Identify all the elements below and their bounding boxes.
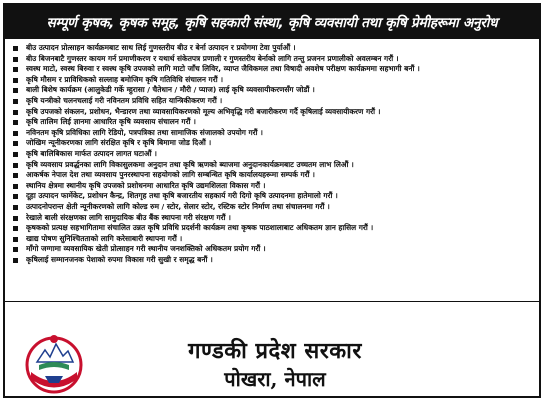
- list-item: नविनतम कृषि प्रविधिका लागि रेडियो, पत्रपत्रिका तथा सामाजिक संजालको उपयोग गरौं ।: [11, 128, 533, 139]
- list-item: माँगो जग्गामा व्यवसायिक खेती प्रोत्साहन गरी स्थानीय जनशक्तिको अधिकतम प्रयोग गरौं ।: [11, 244, 533, 255]
- issuing-office: गण्डकी प्रदेश सरकार: [188, 338, 362, 364]
- nepal-government-emblem-icon: [23, 332, 85, 394]
- appeal-list: [11, 43, 533, 299]
- list-item: कृषि बालिबिकास मार्फत उत्पादन लागत घटाऔं ।: [11, 149, 533, 160]
- square-bullet-icon: [13, 152, 18, 157]
- list-item: कृषिलाई सम्मानजनक पेशाको रुपमा विकास गरी सुखी र समृद्ध बनौं ।: [11, 255, 533, 266]
- list-item: उत्पादनोपरान्त क्षेती न्यूनीकरणको लागि कोल्ड रुम / स्टोर, सेलार स्टोर, रस्टिक स्टोर निर्माण तथा संचालनमा गरौं ।: [11, 202, 533, 213]
- square-bullet-icon: [13, 57, 18, 62]
- list-item: आकर्षक नेपाल देश तथा व्यवसाय पुनरस्थापना सहयोगको लागि सम्बन्धित कृषि कार्यालयहरूमा सम्पर्क गरौं ।: [11, 170, 533, 181]
- list-item: खाद्य पोषण सुनिश्चितताको लागि करेसाबारी स्थापना गरौं ।: [11, 234, 533, 245]
- square-bullet-icon: [13, 141, 18, 146]
- square-bullet-icon: [13, 237, 18, 242]
- list-item: कृषि मौसम र प्राविधिकको सल्लाह बमोजिम कृषि गतिविधि संचालन गरौं ।: [11, 75, 533, 86]
- list-item: बीउ उत्पादन प्रोत्साहन कार्यक्रमबाट साथ लिई गुणस्तरीय बीउ र बेर्ना उत्पादन र प्रयोगमा टेवा पुर्याऔं ।: [11, 43, 533, 54]
- square-bullet-icon: [13, 110, 18, 115]
- list-item: बाली बिशेष कार्यक्रम (आलुकेडी गर्के म्हुरासा / चैतेधान / मौरी / प्याज) लाई कृषि व्यवसायीकरणसँग जोडौं ।: [11, 85, 533, 96]
- square-bullet-icon: [13, 120, 18, 125]
- list-item: दूहा उत्पादन फार्मेकेट, प्रशोधन कैन्द्र, शितगृह तथा कृषि बजारतीय सहकार्य गरी दिगो कृषि उत्पादनमा हातेमालो गरौं ।: [11, 191, 533, 202]
- list-item: कृषि तालिम लिई ज्ञानमा आधारित कृषि व्यवसाय संचालन गरौं ।: [11, 117, 533, 128]
- public-notice: [3, 3, 541, 398]
- square-bullet-icon: [13, 205, 18, 210]
- square-bullet-icon: [13, 184, 18, 189]
- square-bullet-icon: [13, 99, 18, 104]
- list-item: जोखिम न्यूनीकरणका लागि संरक्षित कृषि र कृषि बिमामा जोड दिऔं ।: [11, 138, 533, 149]
- square-bullet-icon: [13, 247, 18, 252]
- list-item: कृषकको प्रत्यक्ष सहभागितामा संचालित उन्नत कृषि प्रविधि प्रदर्शनी कार्यक्रम तथा कृषक पाठशालाबाट अधिकतम ज्ञान हासिल गरौं ।: [11, 223, 533, 234]
- list-item: कृषि यन्त्रीको चलनचलाई गरी नविनतम प्रविधि सहित यान्त्रिकीकरण गरौं ।: [11, 96, 533, 107]
- section-divider: [5, 301, 539, 302]
- square-bullet-icon: [13, 163, 18, 168]
- list-item: कृषि उपजको संकलन, प्रशोधन, भैन्डारण तथा व्यावसायिकरणको मूल्य अभिवृद्धि गरी बजारीकरण गर्दै कृषिलाई व्यवसायीकरण गरौं ।: [11, 107, 533, 118]
- banner-title: सम्पूर्ण कृषक, कृषक समूह, कृषि सहकारी संस्था, कृषि व्यवसायी तथा कृषि प्रेमीहरूमा अनुरोध: [46, 15, 498, 31]
- list-item: रेखाले बाली संरक्षणका लागि सामुदायिक बीउ बैंक स्थापना गरी संरक्षण गरौं ।: [11, 213, 533, 224]
- list-item: स्वस्थ माटो, स्वस्थ बिरुवा र स्वस्थ कृषि उपजको लागि माटो जाँच लिविर, व्याप्त जैविकमल तथा विषादी अवशेष परीक्षण कार्यक्रममा सहभागी बनौं ।: [11, 64, 533, 75]
- square-bullet-icon: [13, 131, 18, 136]
- office-location: पोखरा, नेपाल: [224, 367, 326, 391]
- square-bullet-icon: [13, 226, 18, 231]
- square-bullet-icon: [13, 46, 18, 51]
- list-item: कृषि व्यवसाय प्रवर्द्धनका लागि विकासुलकमा अनुदान तथा कृषि ऋणको ब्याजमा अनुदानकार्यक्रमबाट उच्चतम लाभ लिऔं ।: [11, 160, 533, 171]
- notice-banner: [5, 5, 539, 39]
- square-bullet-icon: [13, 194, 18, 199]
- square-bullet-icon: [13, 88, 18, 93]
- square-bullet-icon: [13, 173, 18, 178]
- list-item: बीउ बिजनबाटै गुणस्तर कायम गर्न प्रमाणीकरण र यथार्थ संकेतपत्र प्रणाली र गुणस्तरीय बेर्नाको लागि तन्तु प्रजनन प्रणालीको अवलम्बन गरौं ।: [11, 54, 533, 65]
- square-bullet-icon: [13, 258, 18, 263]
- list-item: स्थानिय क्षेत्रमा स्थानीय कृषि उपजको प्रशोधनमा आधारित कृषि उद्यमशिलता विकास गरौं ।: [11, 181, 533, 192]
- square-bullet-icon: [13, 78, 18, 83]
- square-bullet-icon: [13, 67, 18, 72]
- square-bullet-icon: [13, 216, 18, 221]
